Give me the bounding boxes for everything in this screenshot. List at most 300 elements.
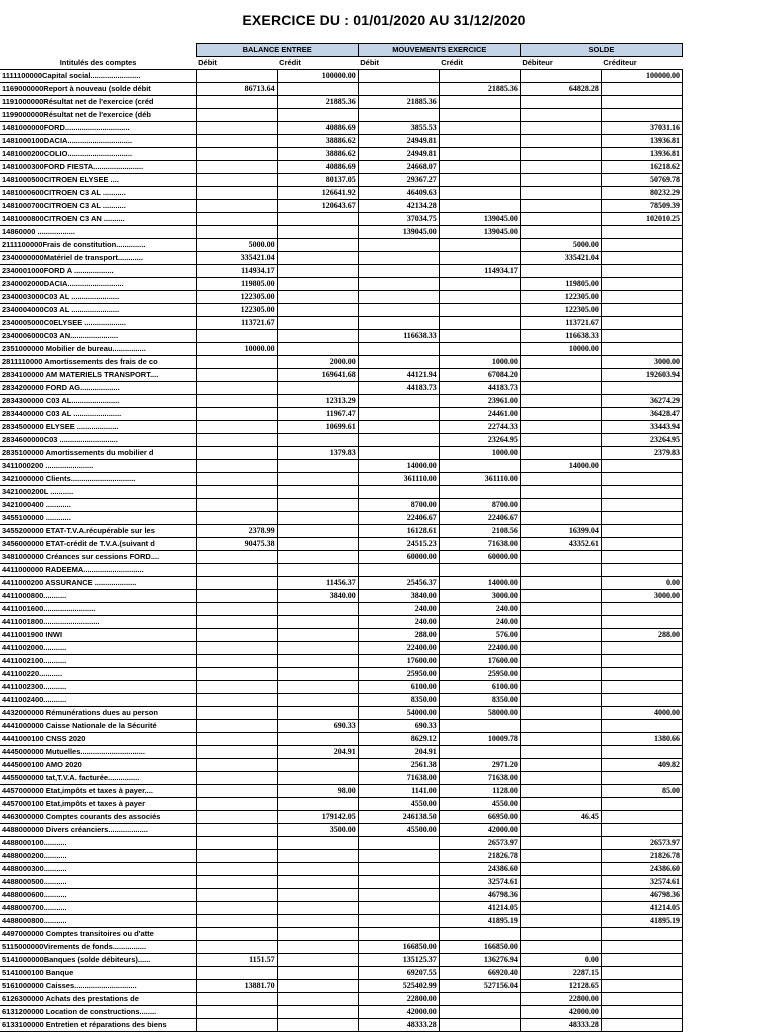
balance-credit-cell: 120643.67 [277, 200, 358, 213]
mouvements-debit-cell [358, 863, 439, 876]
mouvements-debit-cell: 71638.00 [358, 772, 439, 785]
table-row [0, 330, 683, 343]
balance-credit-cell: 98.00 [277, 785, 358, 798]
table-row [0, 109, 683, 122]
account-label-cell: 4463000000 Comptes courants des associés [0, 811, 196, 824]
table-row [0, 512, 683, 525]
solde-debiteur-cell: 5000.00 [520, 239, 601, 252]
balance-credit-cell [277, 499, 358, 512]
solde-crediteur-cell [601, 278, 682, 291]
column-header-row [0, 57, 683, 70]
mouvements-debit-cell: 3840.00 [358, 590, 439, 603]
solde-crediteur-cell: 288.00 [601, 629, 682, 642]
balance-debit-cell [196, 915, 277, 928]
balance-debit-cell [196, 1006, 277, 1019]
mouvements-credit-cell: 240.00 [439, 616, 520, 629]
account-label-cell: 4445000000 Mutuelles............................... [0, 746, 196, 759]
mouvements-debit-cell [358, 421, 439, 434]
mouvements-debit-cell: 24949.81 [358, 148, 439, 161]
balance-debit-cell [196, 148, 277, 161]
mouvements-debit-cell [358, 252, 439, 265]
blank-header [0, 44, 196, 57]
table-row [0, 473, 683, 486]
table-row [0, 317, 683, 330]
solde-crediteur-cell: 3000.00 [601, 356, 682, 369]
mouvements-debit-cell: 24949.81 [358, 135, 439, 148]
mouvements-debit-cell [358, 291, 439, 304]
solde-crediteur-cell [601, 811, 682, 824]
mouvements-debit-cell [358, 109, 439, 122]
solde-debiteur-cell [520, 577, 601, 590]
balance-debit-cell [196, 499, 277, 512]
account-label-cell: 4411001800........................... [0, 616, 196, 629]
balance-debit-cell [196, 642, 277, 655]
table-row [0, 356, 683, 369]
balance-credit-cell [277, 616, 358, 629]
balance-credit-cell [277, 733, 358, 746]
table-row [0, 187, 683, 200]
mouvements-debit-cell [358, 304, 439, 317]
mouvements-debit-cell [358, 915, 439, 928]
account-label-cell: 6133100000 Entretien et réparations des biens [0, 1019, 196, 1032]
mouvements-credit-cell: 136276.94 [439, 954, 520, 967]
solde-debiteur-cell: 119805.00 [520, 278, 601, 291]
account-label-cell: 4411000800........... [0, 590, 196, 603]
solde-debiteur-cell [520, 733, 601, 746]
table-row [0, 1006, 683, 1019]
table-row [0, 226, 683, 239]
balance-debit-cell [196, 876, 277, 889]
balance-credit-cell [277, 382, 358, 395]
mouvements-credit-header: Crédit [439, 57, 520, 70]
solde-crediteur-cell [601, 96, 682, 109]
mouvements-debit-cell: 17600.00 [358, 655, 439, 668]
mouvements-debit-cell: 25456.37 [358, 577, 439, 590]
account-label-cell: 4432000000 Rémunérations dues au person [0, 707, 196, 720]
solde-debiteur-cell [520, 798, 601, 811]
balance-credit-cell [277, 278, 358, 291]
mouvements-credit-cell: 10009.78 [439, 733, 520, 746]
account-label-cell: 2340003000C03 AL ....................... [0, 291, 196, 304]
account-label-cell: 1481000200COLIO............................... [0, 148, 196, 161]
account-label-cell: 3421000400 ............ [0, 499, 196, 512]
balance-credit-cell [277, 460, 358, 473]
table-row [0, 746, 683, 759]
solde-crediteur-cell: 4000.00 [601, 707, 682, 720]
ledger-body [0, 70, 683, 1032]
balance-credit-cell [277, 889, 358, 902]
mouvements-debit-cell [358, 408, 439, 421]
balance-credit-cell [277, 902, 358, 915]
balance-debit-cell [196, 512, 277, 525]
mouvements-credit-cell [439, 343, 520, 356]
balance-debit-cell [196, 746, 277, 759]
balance-debit-header: Débit [196, 57, 277, 70]
solde-debiteur-header: Débiteur [520, 57, 601, 70]
balance-debit-cell [196, 226, 277, 239]
mouvements-credit-cell: 23264.95 [439, 434, 520, 447]
solde-crediteur-cell [601, 239, 682, 252]
group-header-row [0, 44, 683, 57]
intitules-header: Intitulés des comptes [0, 57, 196, 70]
account-label-cell: 2340002000DACIA........................... [0, 278, 196, 291]
mouvements-debit-cell [358, 343, 439, 356]
solde-crediteur-cell [601, 551, 682, 564]
solde-crediteur-cell [601, 603, 682, 616]
account-label-cell: 2340004000C03 AL ....................... [0, 304, 196, 317]
table-row [0, 668, 683, 681]
solde-crediteur-cell [601, 486, 682, 499]
solde-crediteur-cell: 85.00 [601, 785, 682, 798]
balance-debit-cell [196, 460, 277, 473]
solde-crediteur-cell: 37031.16 [601, 122, 682, 135]
balance-credit-cell: 690.33 [277, 720, 358, 733]
account-label-cell: 3455200000 ETAT-T.V.A.récupérable sur les [0, 525, 196, 538]
mouvements-debit-cell: 2561.38 [358, 759, 439, 772]
solde-debiteur-cell [520, 135, 601, 148]
balance-credit-cell [277, 564, 358, 577]
balance-credit-cell [277, 538, 358, 551]
balance-debit-cell [196, 447, 277, 460]
mouvements-credit-cell [439, 720, 520, 733]
balance-credit-cell [277, 941, 358, 954]
balance-credit-cell: 179142.05 [277, 811, 358, 824]
solde-crediteur-cell: 23264.95 [601, 434, 682, 447]
solde-header: SOLDE [520, 44, 682, 57]
mouvements-debit-cell: 54000.00 [358, 707, 439, 720]
balance-debit-cell [196, 161, 277, 174]
solde-debiteur-cell [520, 551, 601, 564]
table-row [0, 252, 683, 265]
mouvements-credit-cell: 139045.00 [439, 213, 520, 226]
account-label-cell: 2811110000 Amortissements des frais de co [0, 356, 196, 369]
solde-crediteur-cell: 3000.00 [601, 590, 682, 603]
balance-credit-cell [277, 525, 358, 538]
table-row [0, 759, 683, 772]
balance-credit-cell [277, 304, 358, 317]
solde-debiteur-cell [520, 395, 601, 408]
table-row [0, 564, 683, 577]
mouvements-credit-cell: 240.00 [439, 603, 520, 616]
mouvements-credit-cell: 25950.00 [439, 668, 520, 681]
balance-credit-cell [277, 226, 358, 239]
table-row [0, 1019, 683, 1032]
table-row [0, 304, 683, 317]
solde-crediteur-cell [601, 512, 682, 525]
table-row [0, 876, 683, 889]
account-label-cell: 4455000000 tat,T.V.A. facturée............... [0, 772, 196, 785]
balance-credit-cell [277, 239, 358, 252]
mouvements-credit-cell: 32574.61 [439, 876, 520, 889]
mouvements-debit-cell: 690.33 [358, 720, 439, 733]
balance-debit-cell: 10000.00 [196, 343, 277, 356]
mouvements-credit-cell: 166850.00 [439, 941, 520, 954]
mouvements-debit-cell: 240.00 [358, 603, 439, 616]
balance-debit-cell [196, 889, 277, 902]
solde-debiteur-cell [520, 915, 601, 928]
table-row [0, 70, 683, 83]
mouvements-credit-cell [439, 317, 520, 330]
solde-crediteur-cell [601, 642, 682, 655]
balance-credit-cell [277, 668, 358, 681]
solde-crediteur-cell [601, 317, 682, 330]
mouvements-credit-cell [439, 200, 520, 213]
solde-debiteur-cell [520, 148, 601, 161]
balance-credit-cell: 100000.00 [277, 70, 358, 83]
table-row [0, 603, 683, 616]
table-row [0, 902, 683, 915]
table-row [0, 538, 683, 551]
balance-credit-cell [277, 798, 358, 811]
solde-crediteur-cell: 0.00 [601, 577, 682, 590]
balance-debit-cell [196, 369, 277, 382]
solde-crediteur-cell [601, 252, 682, 265]
balance-debit-cell [196, 603, 277, 616]
solde-crediteur-cell [601, 343, 682, 356]
mouvements-credit-cell: 527156.04 [439, 980, 520, 993]
table-row [0, 720, 683, 733]
mouvements-debit-cell [358, 447, 439, 460]
balance-credit-cell [277, 629, 358, 642]
account-label-cell: 4497000000 Comptes transitoires ou d'atte [0, 928, 196, 941]
balance-debit-cell [196, 434, 277, 447]
mouvements-credit-cell: 22406.67 [439, 512, 520, 525]
solde-crediteur-cell: 16218.62 [601, 161, 682, 174]
mouvements-credit-cell: 114934.17 [439, 265, 520, 278]
mouvements-debit-cell: 3855.53 [358, 122, 439, 135]
solde-debiteur-cell [520, 226, 601, 239]
solde-debiteur-cell [520, 629, 601, 642]
mouvements-debit-cell: 8350.00 [358, 694, 439, 707]
solde-crediteur-cell: 2379.83 [601, 447, 682, 460]
balance-credit-cell [277, 109, 358, 122]
mouvements-credit-cell: 3000.00 [439, 590, 520, 603]
solde-debiteur-cell: 14000.00 [520, 460, 601, 473]
mouvements-credit-cell [439, 161, 520, 174]
solde-crediteur-cell: 21826.78 [601, 850, 682, 863]
balance-debit-cell [196, 382, 277, 395]
table-row [0, 239, 683, 252]
table-row [0, 798, 683, 811]
account-label-cell: 4411000200 ASSURANCE .................... [0, 577, 196, 590]
balance-debit-cell [196, 577, 277, 590]
mouvements-credit-cell: 22400.00 [439, 642, 520, 655]
balance-credit-cell [277, 707, 358, 720]
balance-debit-cell [196, 824, 277, 837]
balance-debit-cell [196, 551, 277, 564]
table-row [0, 525, 683, 538]
table-row [0, 863, 683, 876]
solde-crediteur-cell: 32574.61 [601, 876, 682, 889]
mouvements-debit-cell: 21885.36 [358, 96, 439, 109]
solde-crediteur-cell [601, 1019, 682, 1032]
account-label-cell: 2340000000Matériel de transport............ [0, 252, 196, 265]
balance-credit-cell: 40886.69 [277, 122, 358, 135]
account-label-cell: 4411002100........... [0, 655, 196, 668]
balance-credit-cell [277, 83, 358, 96]
mouvements-debit-cell [358, 928, 439, 941]
balance-credit-cell [277, 837, 358, 850]
mouvements-credit-cell: 44183.73 [439, 382, 520, 395]
mouvements-debit-cell: 22800.00 [358, 993, 439, 1006]
solde-crediteur-cell [601, 980, 682, 993]
balance-credit-cell: 80137.05 [277, 174, 358, 187]
mouvements-credit-cell [439, 1006, 520, 1019]
table-row [0, 811, 683, 824]
solde-crediteur-cell [601, 941, 682, 954]
balance-credit-cell [277, 473, 358, 486]
solde-crediteur-cell [601, 993, 682, 1006]
balance-debit-cell [196, 109, 277, 122]
balance-debit-cell [196, 96, 277, 109]
solde-debiteur-cell [520, 928, 601, 941]
balance-debit-cell: 5000.00 [196, 239, 277, 252]
solde-debiteur-cell [520, 486, 601, 499]
table-row [0, 681, 683, 694]
balance-credit-cell [277, 252, 358, 265]
table-row [0, 642, 683, 655]
table-row [0, 954, 683, 967]
table-row [0, 486, 683, 499]
mouvements-credit-cell: 139045.00 [439, 226, 520, 239]
table-row [0, 590, 683, 603]
mouvements-debit-cell: 22400.00 [358, 642, 439, 655]
mouvements-credit-cell: 21885.36 [439, 83, 520, 96]
balance-credit-cell: 2000.00 [277, 356, 358, 369]
table-row [0, 291, 683, 304]
table-row [0, 174, 683, 187]
account-label-cell: 2834600000C03 ............................ [0, 434, 196, 447]
solde-debiteur-cell: 43352.61 [520, 538, 601, 551]
solde-crediteur-cell [601, 304, 682, 317]
table-row [0, 265, 683, 278]
mouvements-debit-cell: 116638.33 [358, 330, 439, 343]
solde-debiteur-cell: 42000.00 [520, 1006, 601, 1019]
solde-crediteur-cell [601, 798, 682, 811]
solde-debiteur-cell [520, 265, 601, 278]
mouvements-debit-cell [358, 265, 439, 278]
solde-debiteur-cell: 46.45 [520, 811, 601, 824]
solde-crediteur-cell [601, 655, 682, 668]
solde-crediteur-cell [601, 824, 682, 837]
balance-credit-cell [277, 330, 358, 343]
balance-credit-cell [277, 980, 358, 993]
solde-debiteur-cell [520, 863, 601, 876]
balance-debit-cell [196, 564, 277, 577]
balance-debit-cell [196, 330, 277, 343]
account-label-cell: 1481000800CITROEN C3 AN .......... [0, 213, 196, 226]
solde-debiteur-cell [520, 200, 601, 213]
mouvements-debit-cell [358, 837, 439, 850]
mouvements-debit-cell [358, 395, 439, 408]
table-row [0, 785, 683, 798]
solde-crediteur-cell: 41214.05 [601, 902, 682, 915]
solde-crediteur-cell [601, 330, 682, 343]
solde-debiteur-cell [520, 642, 601, 655]
table-row [0, 772, 683, 785]
balance-table [0, 43, 683, 1032]
table-row [0, 408, 683, 421]
mouvements-credit-cell [439, 304, 520, 317]
balance-debit-cell [196, 629, 277, 642]
balance-debit-cell: 335421.04 [196, 252, 277, 265]
solde-debiteur-cell [520, 655, 601, 668]
mouvements-debit-cell [358, 902, 439, 915]
table-row [0, 421, 683, 434]
balance-credit-cell [277, 1019, 358, 1032]
solde-debiteur-cell [520, 850, 601, 863]
solde-debiteur-cell [520, 694, 601, 707]
mouvements-debit-cell [358, 434, 439, 447]
balance-debit-cell: 2378.99 [196, 525, 277, 538]
account-label-cell: 1481000700CITROEN C3 AL ........... [0, 200, 196, 213]
solde-crediteur-cell [601, 967, 682, 980]
mouvements-credit-cell: 23961.00 [439, 395, 520, 408]
solde-crediteur-cell: 192603.94 [601, 369, 682, 382]
balance-debit-cell [196, 200, 277, 213]
balance-debit-cell [196, 811, 277, 824]
mouvements-debit-cell: 14000.00 [358, 460, 439, 473]
account-label-cell: 4488000700........... [0, 902, 196, 915]
mouvements-debit-cell: 1141.00 [358, 785, 439, 798]
balance-credit-cell [277, 434, 358, 447]
mouvements-debit-cell: 25950.00 [358, 668, 439, 681]
solde-debiteur-cell [520, 96, 601, 109]
account-label-cell: 2111100000Frais de constitution.............. [0, 239, 196, 252]
solde-debiteur-cell [520, 837, 601, 850]
table-row [0, 213, 683, 226]
solde-crediteur-cell [601, 668, 682, 681]
balance-credit-cell [277, 928, 358, 941]
solde-crediteur-cell: 36274.29 [601, 395, 682, 408]
mouvements-debit-cell: 24668.07 [358, 161, 439, 174]
mouvements-debit-header: Débit [358, 57, 439, 70]
solde-crediteur-cell: 46798.36 [601, 889, 682, 902]
table-row [0, 135, 683, 148]
balance-debit-cell [196, 1019, 277, 1032]
mouvements-debit-cell: 246138.50 [358, 811, 439, 824]
solde-debiteur-cell: 12128.65 [520, 980, 601, 993]
account-label-cell: 1481000500CITROEN ELYSEE .... [0, 174, 196, 187]
mouvements-credit-cell: 1128.00 [439, 785, 520, 798]
solde-debiteur-cell [520, 473, 601, 486]
mouvements-credit-cell: 8700.00 [439, 499, 520, 512]
mouvements-credit-cell: 22744.33 [439, 421, 520, 434]
balance-debit-cell [196, 187, 277, 200]
mouvements-credit-cell: 14000.00 [439, 577, 520, 590]
account-label-cell: 4411002300........... [0, 681, 196, 694]
account-label-cell: 1481000300FORD FIESTA........................ [0, 161, 196, 174]
solde-crediteur-cell [601, 460, 682, 473]
solde-crediteur-cell: 24386.60 [601, 863, 682, 876]
mouvements-debit-cell [358, 889, 439, 902]
mouvements-credit-cell [439, 174, 520, 187]
mouvements-debit-cell [358, 486, 439, 499]
account-label-cell: 6131200000 Location de constructions........ [0, 1006, 196, 1019]
solde-debiteur-cell [520, 759, 601, 772]
balance-credit-cell [277, 850, 358, 863]
mouvements-credit-cell [439, 135, 520, 148]
account-label-cell: 2340005000C0ELYSEE .................... [0, 317, 196, 330]
account-label-cell: 2834100000 AM MATERIELS TRANSPORT.... [0, 369, 196, 382]
account-label-cell: 5141000100 Banque [0, 967, 196, 980]
mouvements-credit-cell: 24461.00 [439, 408, 520, 421]
solde-debiteur-cell: 16399.04 [520, 525, 601, 538]
balance-credit-cell [277, 967, 358, 980]
account-label-cell: 4488000600........... [0, 889, 196, 902]
mouvements-credit-cell: 41214.05 [439, 902, 520, 915]
mouvements-credit-cell: 6100.00 [439, 681, 520, 694]
